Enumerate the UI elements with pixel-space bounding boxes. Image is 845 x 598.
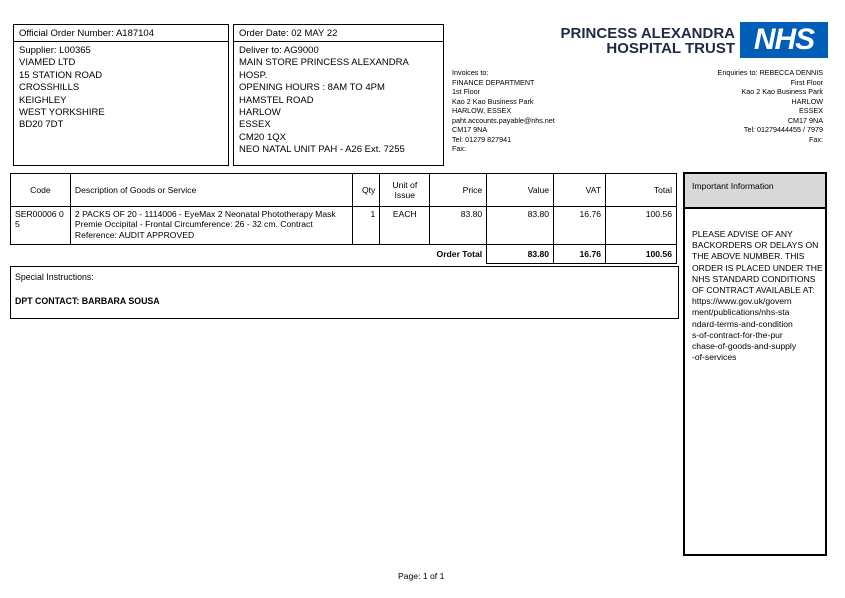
cell-unit: EACH bbox=[380, 207, 430, 245]
empty-cell bbox=[380, 245, 430, 264]
enquiries-line: Kao 2 Kao Business Park bbox=[741, 87, 823, 96]
invoices-line: CM17 9NA bbox=[452, 125, 488, 134]
delivery-line: HARLOW bbox=[239, 107, 281, 119]
delivery-box bbox=[233, 24, 444, 166]
order-total-value: 83.80 bbox=[487, 245, 554, 264]
empty-cell bbox=[70, 245, 352, 264]
enquiries-line: Fax: bbox=[809, 134, 823, 144]
department-contact: DPT CONTACT: BARBARA SOUSA bbox=[15, 296, 160, 306]
order-total-label: Order Total bbox=[430, 245, 487, 264]
col-header-code: Code bbox=[11, 174, 71, 207]
invoices-line: Invoices to: bbox=[452, 68, 489, 77]
invoices-line: Tel: 01279 827941 bbox=[452, 134, 512, 144]
special-instructions-label: Special Instructions: bbox=[15, 272, 94, 282]
cell-total: 100.56 bbox=[606, 207, 677, 245]
table-header-row bbox=[11, 174, 677, 207]
invoices-line: 1st Floor bbox=[452, 87, 480, 96]
trust-name-line: HOSPITAL TRUST bbox=[606, 40, 735, 57]
delivery-line: OPENING HOURS : 8AM TO 4PM bbox=[239, 82, 385, 94]
special-instructions-box bbox=[10, 266, 679, 319]
supplier-line: Supplier: L00365 bbox=[19, 45, 91, 56]
col-header-qty: Qty bbox=[353, 174, 380, 207]
supplier-line: CROSSHILLS bbox=[19, 82, 80, 94]
col-header-vat: VAT bbox=[554, 174, 606, 207]
invoices-line: HARLOW, ESSEX bbox=[452, 106, 512, 115]
delivery-line: ESSEX bbox=[239, 119, 271, 131]
invoices-email[interactable]: paht.accounts.payable@nhs.net bbox=[452, 115, 555, 125]
cell-qty: 1 bbox=[353, 207, 380, 245]
enquiries-line: ESSEX bbox=[799, 106, 823, 115]
delivery-line: Deliver to: AG9000 bbox=[239, 45, 319, 56]
cell-description: 2 PACKS OF 20 - 1114006 - EyeMax 2 Neonatal Phototherapy Mask Premie Occipital - Frontal Circumference: 26 - 32 cm. Contract Reference: AUDIT APPROVED bbox=[70, 207, 352, 245]
col-header-value: Value bbox=[487, 174, 554, 207]
supplier-line: KEIGHLEY bbox=[19, 94, 67, 106]
supplier-line: BD20 7DT bbox=[19, 119, 64, 131]
order-date: Order Date: 02 MAY 22 bbox=[234, 25, 443, 42]
delivery-address bbox=[239, 45, 409, 157]
enquiries-line: Tel: 01279444455 / 7979 bbox=[743, 125, 823, 134]
invoices-line: Fax: bbox=[452, 144, 466, 153]
invoices-address bbox=[452, 68, 555, 154]
page-number: Page: 1 of 1 bbox=[398, 571, 445, 581]
delivery-line: CM20 1QX bbox=[239, 131, 286, 143]
enquiries-line: First Floor bbox=[790, 77, 823, 87]
enquiries-line: CM17 9NA bbox=[787, 115, 823, 125]
invoices-line: FINANCE DEPARTMENT bbox=[452, 77, 535, 87]
empty-cell bbox=[11, 245, 71, 264]
nhs-logo: NHS bbox=[740, 22, 828, 58]
order-supplier-box bbox=[13, 24, 229, 166]
enquiries-line: HARLOW bbox=[791, 96, 823, 106]
order-items-table bbox=[10, 173, 677, 264]
order-total-vat: 16.76 bbox=[554, 245, 606, 264]
supplier-line: WEST YORKSHIRE bbox=[19, 107, 105, 119]
enquiries-line: Enquiries to: REBECCA DENNIS bbox=[717, 68, 823, 77]
cell-price: 83.80 bbox=[430, 207, 487, 245]
cell-vat: 16.76 bbox=[554, 207, 606, 245]
trust-name-line: PRINCESS ALEXANDRA bbox=[560, 25, 735, 42]
col-header-description: Description of Goods or Service bbox=[70, 174, 352, 207]
supplier-address bbox=[19, 45, 105, 132]
order-number: Official Order Number: A187104 bbox=[14, 25, 228, 42]
important-information-text: PLEASE ADVISE OF ANY BACKORDERS OR DELAYS ON THE ABOVE NUMBER. THIS ORDER IS PLACED UNDER THE NHS STANDARD CONDITIONS OF CONTRACT AVAILABLE AT: https://www.gov.uk/govern ment/publications/nhs-sta ndard-terms-and-condition s-of-contract-for-the-pur chase-of-goods-and-supply -of-services bbox=[692, 229, 823, 363]
supplier-line: VIAMED LTD bbox=[19, 57, 76, 69]
cell-value: 83.80 bbox=[487, 207, 554, 245]
enquiries-address bbox=[718, 68, 823, 144]
cell-code: SER00006 05 bbox=[11, 207, 71, 245]
order-total-total: 100.56 bbox=[606, 245, 677, 264]
delivery-line: NEO NATAL UNIT PAH - A26 Ext. 7255 bbox=[239, 144, 405, 156]
important-information-panel bbox=[683, 172, 827, 556]
empty-cell bbox=[353, 245, 380, 264]
delivery-line: MAIN STORE PRINCESS ALEXANDRA bbox=[239, 57, 409, 69]
table-row bbox=[11, 207, 677, 245]
col-header-total: Total bbox=[606, 174, 677, 207]
trust-name bbox=[561, 26, 735, 56]
delivery-line: HOSP. bbox=[239, 69, 268, 81]
col-header-unit: Unit of Issue bbox=[380, 174, 430, 207]
delivery-line: HAMSTEL ROAD bbox=[239, 94, 314, 106]
invoices-line: Kao 2 Kao Business Park bbox=[452, 96, 534, 106]
col-header-price: Price bbox=[430, 174, 487, 207]
order-total-row bbox=[11, 245, 677, 264]
supplier-line: 15 STATION ROAD bbox=[19, 69, 103, 81]
important-information-heading: Important Information bbox=[685, 174, 825, 209]
